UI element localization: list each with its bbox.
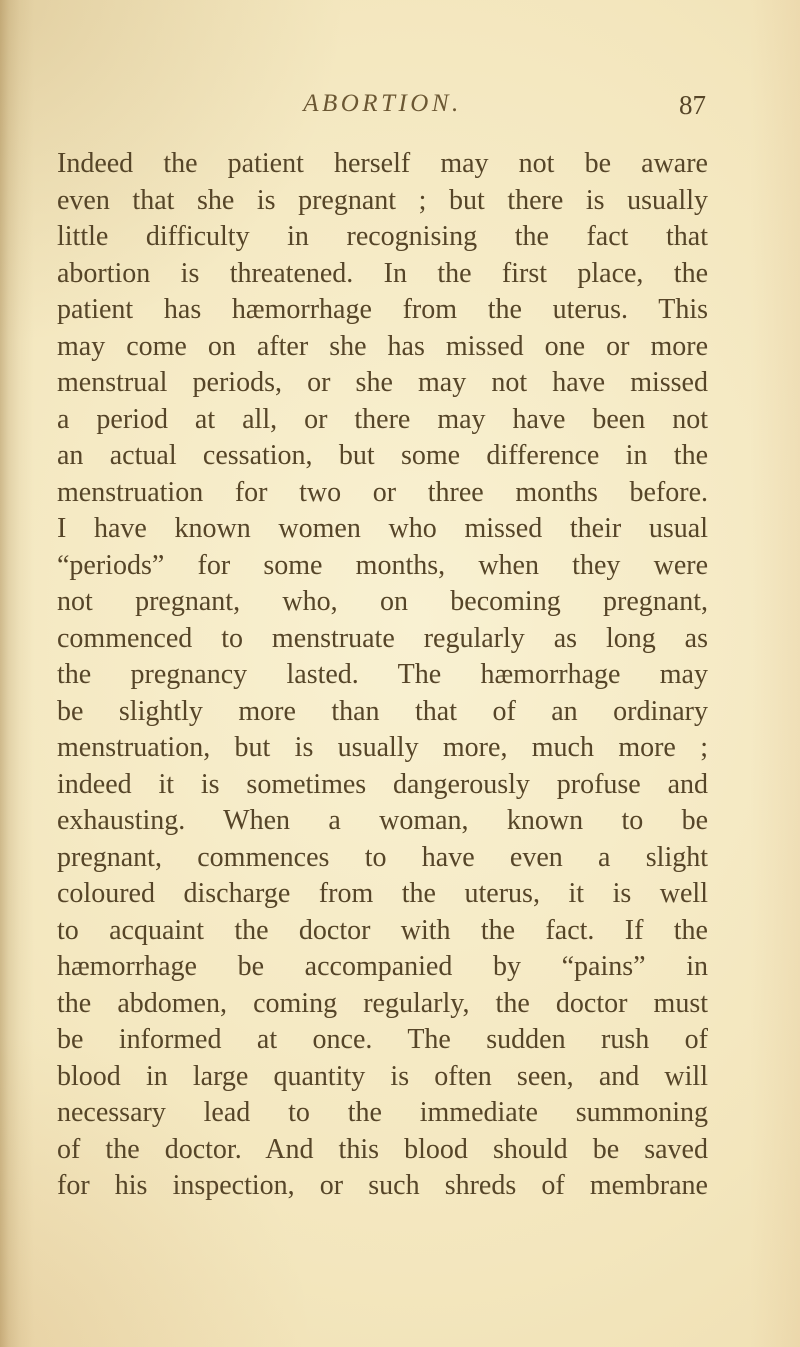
text-line: to acquaint the doctor with the fact. If the [57,914,708,946]
text-line: menstrual periods, or she may not have missed [57,367,708,398]
text-line: commenced to menstruate regularly as long as [57,622,708,654]
body-text-block [57,146,708,1205]
text-line: even that she is pregnant ; but there is usually [57,184,708,216]
text-line: menstruation for two or three months before. [57,476,708,508]
text-line: coloured discharge from the uterus, it is well [57,878,708,909]
text-line: the pregnancy lasted. The hæmorrhage may [57,659,708,690]
text-line: an actual cessation, but some difference in the [57,440,708,471]
running-header [57,90,708,130]
text-line: Indeed the patient herself may not be aware [57,148,708,179]
text-line: “periods” for some months, when they were [57,549,708,581]
text-line: patient has hæmorrhage from the uterus. This [57,294,708,325]
text-line: may come on after she has missed one or more [57,330,708,362]
text-line: I have known women who missed their usual [57,513,708,544]
text-line: for his inspection, or such shreds of membrane [57,1170,708,1201]
text-line: blood in large quantity is often seen, and will [57,1060,708,1092]
text-line: exhausting. When a woman, known to be [57,805,708,836]
text-line: pregnant, commences to have even a slight [57,841,708,873]
page-edge-vignette [750,0,800,1347]
text-line: be slightly more than that of an ordinary [57,695,708,727]
text-line: not pregnant, who, on becoming pregnant, [57,586,708,617]
text-line: the abdomen, coming regularly, the doctor must [57,987,708,1019]
text-line: abortion is threatened. In the first place, the [57,257,708,289]
page-gutter-shadow [0,0,34,1347]
text-line: necessary lead to the immediate summoning [57,1097,708,1128]
text-line: a period at all, or there may have been not [57,403,708,435]
chapter-running-title: ABORTION. [303,90,462,117]
page-content [57,0,708,1201]
text-line: be informed at once. The sudden rush of [57,1024,708,1055]
text-line: menstruation, but is usually more, much more ; [57,732,708,763]
text-line: hæmorrhage be accompanied by “pains” in [57,951,708,982]
text-line: indeed it is sometimes dangerously profuse and [57,768,708,800]
text-line: of the doctor. And this blood should be saved [57,1133,708,1165]
text-line: little difficulty in recognising the fact that [57,221,708,252]
page-number: 87 [679,90,706,120]
